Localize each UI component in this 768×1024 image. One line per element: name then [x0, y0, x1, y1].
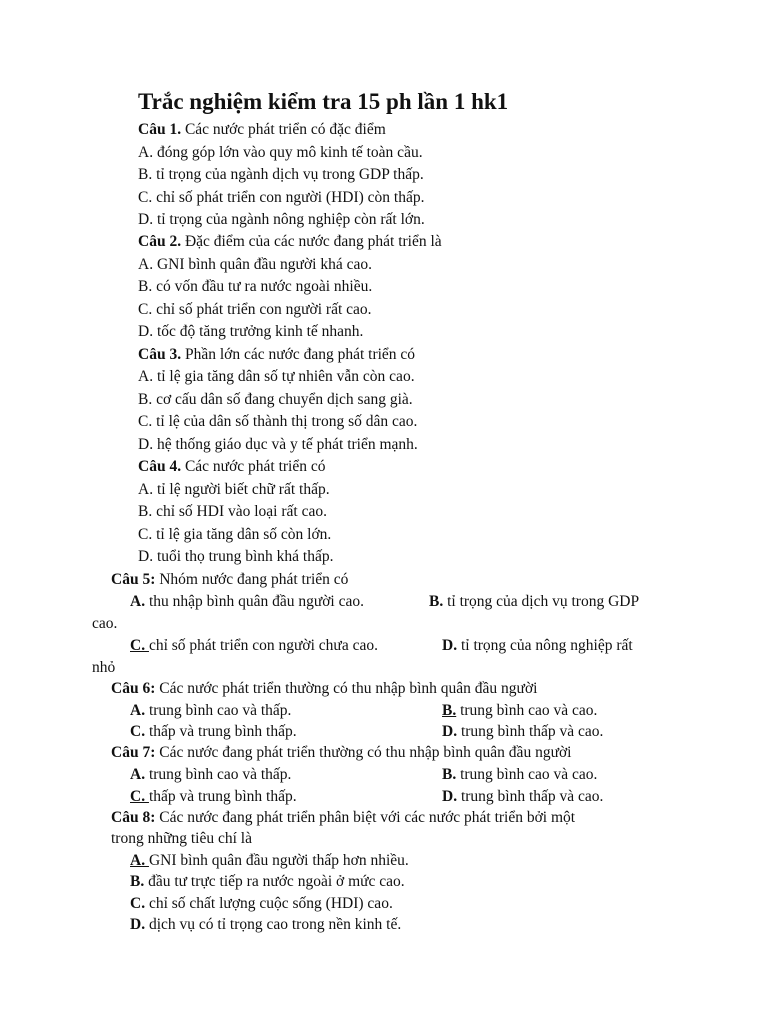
q5-option-d-wrap: nhỏ	[92, 659, 116, 676]
question-text: Phần lớn các nước đang phát triển có	[181, 346, 416, 363]
option-key: C.	[130, 723, 146, 740]
question-8	[111, 808, 575, 828]
q3-option-a: A. tỉ lệ gia tăng dân số tự nhiên vẫn còn cao.	[138, 368, 415, 385]
option-text: thấp và trung bình thấp.	[145, 723, 297, 740]
q7-option-a	[130, 765, 291, 785]
q6-option-d	[442, 722, 603, 742]
q5-option-b-wrap: cao.	[92, 615, 118, 632]
q3-option-d: D. hệ thống giáo dục và y tế phát triển mạnh.	[138, 436, 418, 453]
q7-option-d	[442, 787, 603, 807]
question-text: Nhóm nước đang phát triển có	[155, 571, 349, 588]
q8-option-b	[130, 872, 405, 892]
option-key: B.	[442, 766, 457, 783]
q5-option-c	[130, 636, 378, 656]
question-8-wrap: trong những tiêu chí là	[111, 830, 252, 847]
question-label: Câu 4.	[138, 458, 182, 475]
question-text: Các nước phát triển có đặc điểm	[181, 121, 386, 138]
option-text: đầu tư trực tiếp ra nước ngoài ở mức cao.	[144, 873, 405, 890]
q5-option-d	[442, 636, 633, 656]
q1-option-d: D. tỉ trọng của ngành nông nghiệp còn rất lớn.	[138, 211, 425, 228]
option-text: dịch vụ có tỉ trọng cao trong nền kinh tế.	[145, 916, 402, 933]
option-key: B.	[429, 593, 444, 610]
question-label: Câu 3.	[138, 346, 182, 363]
question-5	[111, 570, 348, 590]
option-text: GNI bình quân đầu người thấp hơn nhiều.	[148, 852, 409, 869]
question-label: Câu 2.	[138, 233, 182, 250]
q6-option-a	[130, 701, 291, 721]
question-text: Các nước phát triển thường có thu nhập bình quân đầu người	[155, 680, 538, 697]
option-text: trung bình cao và cao.	[456, 766, 598, 783]
question-2	[138, 232, 442, 252]
question-text: Các nước đang phát triển thường có thu nhập bình quân đầu người	[155, 744, 572, 761]
q5-option-b	[429, 592, 639, 612]
option-key: D.	[130, 916, 146, 933]
option-key: B.	[130, 873, 145, 890]
option-key-answer: B.	[442, 702, 457, 719]
q7-option-b	[442, 765, 597, 785]
option-text: trung bình thấp và cao.	[457, 788, 604, 805]
q2-option-c: C. chỉ số phát triển con người rất cao.	[138, 301, 372, 318]
option-key-answer: C.	[130, 637, 149, 654]
option-key: D.	[442, 723, 458, 740]
q6-option-c	[130, 722, 297, 742]
option-key: A.	[130, 593, 146, 610]
question-text: Đặc điểm của các nước đang phát triển là	[181, 233, 442, 250]
option-key-answer: C.	[130, 788, 149, 805]
q3-option-c: C. tỉ lệ của dân số thành thị trong số dân cao.	[138, 413, 418, 430]
question-7	[111, 743, 571, 763]
option-key: A.	[130, 702, 146, 719]
question-3	[138, 345, 415, 365]
question-label: Câu 5:	[111, 571, 156, 588]
option-text: tỉ trọng của dịch vụ trong GDP	[443, 593, 640, 610]
question-6	[111, 679, 537, 699]
option-text: thu nhập bình quân đầu người cao.	[145, 593, 364, 610]
question-4	[138, 457, 326, 477]
option-text: chỉ số phát triển con người chưa cao.	[148, 637, 378, 654]
question-label: Câu 7:	[111, 744, 156, 761]
option-text: tỉ trọng của nông nghiệp rất	[457, 637, 633, 654]
q7-option-c	[130, 787, 297, 807]
q4-option-d: D. tuổi thọ trung bình khá thấp.	[138, 548, 334, 565]
q1-option-c: C. chỉ số phát triển con người (HDI) còn thấp.	[138, 189, 425, 206]
option-text: trung bình cao và thấp.	[145, 702, 292, 719]
option-key: D.	[442, 637, 458, 654]
q2-option-d: D. tốc độ tăng trưởng kinh tế nhanh.	[138, 323, 364, 340]
question-label: Câu 6:	[111, 680, 156, 697]
q3-option-b: B. cơ cấu dân số đang chuyển dịch sang già.	[138, 391, 413, 408]
option-text: trung bình cao và cao.	[456, 702, 598, 719]
question-label: Câu 8:	[111, 809, 156, 826]
option-text: thấp và trung bình thấp.	[148, 788, 297, 805]
q4-option-b: B. chỉ số HDI vào loại rất cao.	[138, 503, 327, 520]
option-text: trung bình cao và thấp.	[145, 766, 292, 783]
question-text: Các nước đang phát triển phân biệt với các nước phát triển bởi một	[155, 809, 576, 826]
q8-option-c	[130, 894, 393, 914]
option-key: C.	[130, 895, 146, 912]
q1-option-a: A. đóng góp lớn vào quy mô kinh tế toàn cầu.	[138, 144, 423, 161]
q2-option-b: B. có vốn đầu tư ra nước ngoài nhiều.	[138, 278, 373, 295]
q4-option-c: C. tỉ lệ gia tăng dân số còn lớn.	[138, 526, 332, 543]
q8-option-d	[130, 915, 401, 935]
question-1	[138, 120, 386, 140]
page-title: Trắc nghiệm kiểm tra 15 ph lần 1 hk1	[138, 89, 509, 114]
option-key-answer: A.	[130, 852, 149, 869]
q6-option-b	[442, 701, 597, 721]
option-key: D.	[442, 788, 458, 805]
q1-option-b: B. tỉ trọng của ngành dịch vụ trong GDP thấp.	[138, 166, 424, 183]
q5-option-a	[130, 592, 364, 612]
option-key: A.	[130, 766, 146, 783]
option-text: trung bình thấp và cao.	[457, 723, 604, 740]
q2-option-a: A. GNI bình quân đầu người khá cao.	[138, 256, 372, 273]
question-label: Câu 1.	[138, 121, 182, 138]
option-text: chỉ số chất lượng cuộc sống (HDI) cao.	[145, 895, 393, 912]
q8-option-a	[130, 851, 409, 871]
question-text: Các nước phát triển có	[181, 458, 326, 475]
q4-option-a: A. tỉ lệ người biết chữ rất thấp.	[138, 481, 330, 498]
